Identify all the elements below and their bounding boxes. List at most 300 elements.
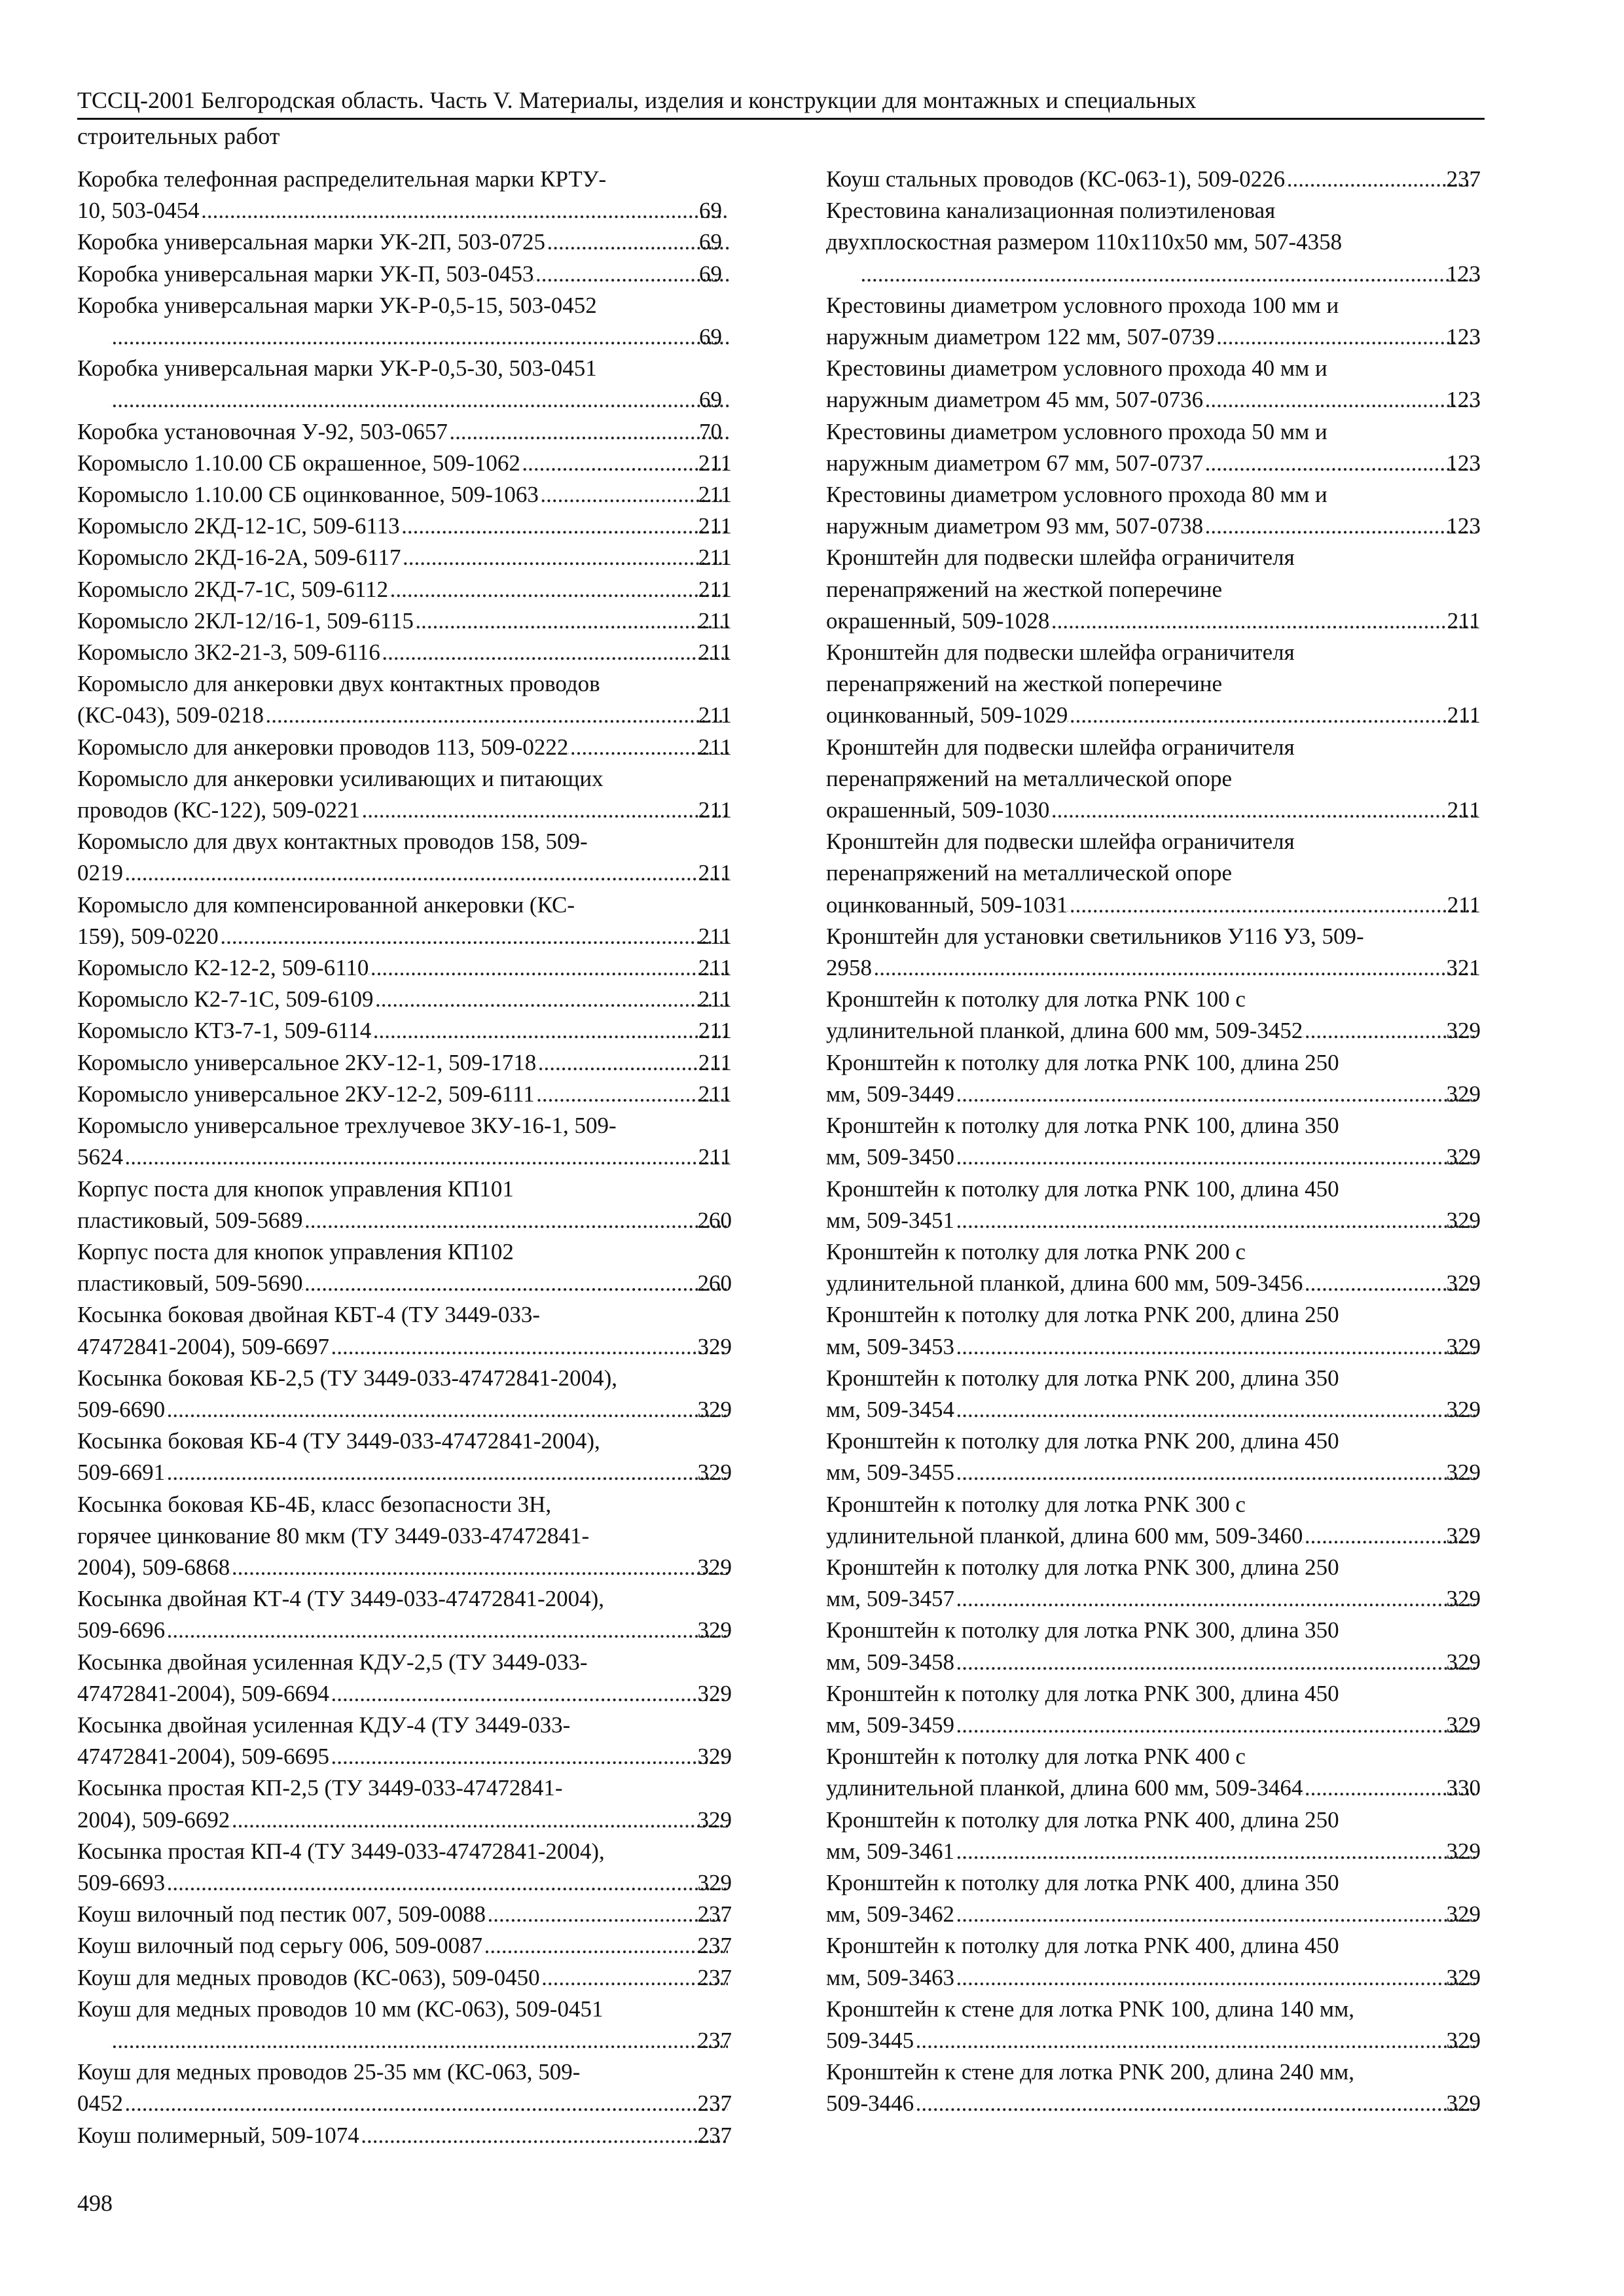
entry-last-line [110, 384, 732, 416]
entry-text: 0452 [77, 2090, 123, 2117]
dot-leader [371, 1015, 729, 1047]
entry-last-line [826, 384, 1481, 416]
dot-leader [954, 1583, 1477, 1615]
entry-last-line [77, 921, 732, 952]
entry-last-line [826, 1899, 1481, 1930]
entry-text: удлинительной планкой, длина 600 мм, 509-3456 [826, 1270, 1303, 1297]
entry-last-line [826, 889, 1481, 921]
index-entry [77, 1994, 732, 2056]
entry-last-line [77, 1205, 732, 1236]
entry-text: Коромысло для анкеровки двух контактных проводов [77, 671, 600, 697]
entry-text: мм, 509-3451 [826, 1207, 954, 1233]
entry-text: 10, 503-0454 [77, 198, 200, 224]
entry-page-ref: 69 [699, 229, 722, 255]
entry-last-line [77, 1867, 732, 1899]
entry-last-line [77, 1962, 732, 1994]
entry-text: Кронштейн к потолку для лотка PNK 200, длина 250 [826, 1302, 1339, 1328]
entry-text: Косынка двойная усиленная КДУ-4 (ТУ 3449-033- [77, 1712, 571, 1738]
entry-last-line [77, 511, 732, 542]
dot-leader [165, 1394, 727, 1426]
entry-text: Коромысло КТЗ-7-1, 509-6114 [77, 1018, 372, 1044]
entry-page-ref: 329 [697, 1554, 732, 1580]
entry-page-ref: 211 [698, 955, 732, 981]
entry-text: Коуш для медных проводов (КС-063), 509-0450 [77, 1964, 540, 1990]
index-entry [826, 542, 1481, 637]
index-entry [77, 668, 732, 731]
entry-page-ref: 69 [699, 324, 722, 350]
entry-last-line [826, 700, 1481, 731]
dot-leader [1215, 321, 1477, 353]
running-header [77, 84, 1485, 152]
dot-leader [954, 1205, 1477, 1236]
entry-text: Косынка боковая двойная КБТ-4 (ТУ 3449-033- [77, 1302, 541, 1328]
entry-page-ref: 211 [698, 1049, 732, 1075]
entry-text: мм, 509-3462 [826, 1901, 954, 1928]
dot-leader [219, 921, 729, 952]
entry-text: Кронштейн к потолку для лотка PNK 400, длина 450 [826, 1933, 1339, 1959]
entry-last-line [826, 1141, 1481, 1173]
entry-text: Косынка двойная КТ-4 (ТУ 3449-033-47472841-2004), [77, 1586, 605, 1612]
entry-page-ref: 237 [697, 2122, 732, 2148]
index-entry [77, 164, 732, 226]
dot-leader [1203, 511, 1476, 542]
entry-text: Кронштейн для подвески шлейфа ограничителя [826, 734, 1295, 760]
entry-text: горячее цинкование 80 мкм (ТУ 3449-033-47472841- [77, 1522, 590, 1549]
entry-last-line [110, 2025, 732, 2056]
entry-text: Коуш для медных проводов 10 мм (КС-063), 509-0451 [77, 1996, 604, 2022]
entry-page-ref: 123 [1446, 324, 1481, 350]
dot-leader [872, 952, 1477, 984]
entry-last-line [77, 195, 732, 226]
entry-text: Коуш стальных проводов (КС-063-1), 509-0226 [826, 166, 1286, 192]
entry-page-ref: 329 [1446, 1081, 1481, 1107]
entry-text: мм, 509-3461 [826, 1838, 954, 1864]
index-entry [77, 1583, 732, 1646]
entry-last-line [77, 1394, 732, 1426]
entry-last-line [77, 2088, 732, 2119]
dot-leader [110, 2025, 728, 2056]
index-entry [826, 353, 1481, 416]
entry-text: Коробка телефонная распределительная марки КРТУ- [77, 166, 607, 192]
entry-text: 509-3446 [826, 2090, 914, 2117]
index-entry [77, 952, 732, 984]
entry-text: пластиковый, 509-5689 [77, 1207, 303, 1233]
index-entry [826, 732, 1481, 827]
entry-last-line [77, 732, 732, 763]
index-entry [77, 1174, 732, 1236]
entry-text: Кронштейн к потолку для лотка PNK 100, длина 450 [826, 1175, 1339, 1202]
dot-leader [1203, 448, 1476, 479]
entry-page-ref: 69 [699, 198, 722, 224]
index-entry [77, 1836, 732, 1899]
entry-text: перенапряжений на жесткой поперечине [826, 671, 1223, 697]
entry-text: 509-6696 [77, 1617, 166, 1643]
entry-text: мм, 509-3459 [826, 1712, 954, 1738]
entry-text: Крестовины диаметром условного прохода 80 мм и [826, 482, 1327, 508]
entry-text: Коромысло универсальное трехлучевое 3КУ-16-1, 509- [77, 1113, 617, 1139]
entry-page-ref: 329 [697, 1460, 732, 1486]
entry-text: двухплоскостная размером 110х110х50 мм, 507-4358 [826, 229, 1343, 255]
entry-last-line [826, 1268, 1481, 1299]
entry-text: 47472841-2004), 509-6694 [77, 1680, 329, 1706]
entry-text: оцинкованный, 509-1029 [826, 702, 1068, 728]
entry-text: окрашенный, 509-1028 [826, 607, 1050, 634]
index-entry [77, 479, 732, 511]
dot-leader [360, 795, 729, 826]
entry-text: Коромысло для анкеровки проводов 113, 509-0222 [77, 734, 569, 760]
entry-text: Коромысло 1.10.00 СБ оцинкованное, 509-1063 [77, 482, 539, 508]
dot-leader [110, 384, 729, 416]
index-entry [77, 1047, 732, 1079]
dot-leader [400, 511, 729, 542]
entry-last-line [77, 1930, 732, 1962]
entry-page-ref: 329 [697, 1869, 732, 1895]
entry-text: Кронштейн к потолку для лотка PNK 100 с [826, 986, 1246, 1013]
entry-text: Коробка универсальная марки УК-2П, 503-0725 [77, 229, 545, 255]
entry-text: мм, 509-3449 [826, 1081, 954, 1107]
dot-leader [200, 195, 729, 226]
entry-text: 509-6691 [77, 1460, 166, 1486]
entry-page-ref: 329 [1446, 1270, 1481, 1297]
index-column-right [826, 164, 1481, 2120]
entry-text: Косынка простая КП-2,5 (ТУ 3449-033-47472841- [77, 1775, 563, 1801]
dot-leader [859, 259, 1477, 290]
entry-text: перенапряжений на металлической опоре [826, 765, 1233, 791]
index-entry [826, 1994, 1481, 2056]
entry-text: Кронштейн для подвески шлейфа ограничителя [826, 545, 1295, 571]
dot-leader [914, 2088, 1476, 2119]
entry-text: Коуш полимерный, 509-1074 [77, 2122, 359, 2148]
index-entry [77, 416, 732, 448]
dot-leader [954, 1079, 1477, 1110]
entry-text: 509-3445 [826, 2027, 914, 2053]
entry-text: Коромысло К2-7-1С, 509-6109 [77, 986, 374, 1013]
entry-text: Кронштейн к потолку для лотка PNK 200, длина 450 [826, 1428, 1339, 1454]
entry-text: Коромысло универсальное 2КУ-12-1, 509-1718 [77, 1049, 537, 1075]
entry-last-line [826, 1647, 1481, 1678]
dot-leader [230, 1804, 727, 1836]
entry-page-ref: 329 [1446, 1460, 1481, 1486]
index-entry [826, 1552, 1481, 1615]
index-entry [77, 637, 732, 668]
entry-text: Кронштейн для подвески шлейфа ограничителя [826, 639, 1295, 666]
entry-text: Крестовина канализационная полиэтиленовая [826, 198, 1276, 224]
entry-page-ref: 211 [698, 797, 732, 823]
entry-text: Косынка боковая КБ-2,5 (ТУ 3449-033-47472841-2004), [77, 1365, 618, 1391]
dot-leader [414, 605, 729, 637]
entry-text: Крестовины диаметром условного прохода 40 мм и [826, 355, 1327, 382]
dot-leader [165, 1867, 727, 1899]
entry-text: Кронштейн к потолку для лотка PNK 300, длина 450 [826, 1680, 1339, 1706]
entry-page-ref: 329 [1446, 1144, 1481, 1170]
entry-page-ref: 211 [698, 923, 732, 949]
entry-page-ref: 329 [697, 1744, 732, 1770]
entry-last-line [826, 2025, 1481, 2056]
entry-last-line [826, 2088, 1481, 2119]
dot-leader [123, 1141, 729, 1173]
index-entry [77, 290, 732, 353]
entry-text: Коробка установочная У-92, 503-0657 [77, 418, 448, 444]
index-entry [77, 1899, 732, 1930]
entry-text: Кронштейн к стене для лотка PNK 100, длина 140 мм, [826, 1996, 1354, 2022]
entry-text: Кронштейн к стене для лотка PNK 200, длина 240 мм, [826, 2059, 1354, 2085]
entry-text: проводов (КС-122), 509-0221 [77, 797, 361, 823]
entry-last-line [77, 1678, 732, 1710]
entry-page-ref: 329 [1446, 1964, 1481, 1990]
dot-leader [954, 1899, 1477, 1930]
entry-last-line [77, 795, 732, 826]
entry-last-line [826, 1836, 1481, 1867]
entry-last-line [77, 1047, 732, 1079]
entry-text: наружным диаметром 93 мм, 507-0738 [826, 513, 1204, 539]
entry-last-line [826, 1394, 1481, 1426]
entry-last-line [77, 259, 732, 290]
entry-text: Коробка универсальная марки УК-Р-0,5-30, 503-0451 [77, 355, 597, 382]
entry-page-ref: 329 [697, 1680, 732, 1706]
dot-leader [486, 1899, 727, 1930]
entry-last-line [77, 1079, 732, 1110]
index-entry [77, 605, 732, 637]
index-entry [826, 290, 1481, 353]
entry-text: Корпус поста для кнопок управления КП102 [77, 1238, 514, 1265]
entry-page-ref: 211 [1447, 891, 1481, 918]
dot-leader [482, 1930, 727, 1962]
dot-leader [329, 1741, 728, 1772]
entry-page-ref: 329 [697, 1396, 732, 1422]
index-entry [77, 1015, 732, 1047]
entry-page-ref: 211 [698, 1081, 732, 1107]
entry-text: мм, 509-3450 [826, 1144, 954, 1170]
entry-text: наружным диаметром 45 мм, 507-0736 [826, 387, 1204, 413]
entry-page-ref: 237 [697, 2090, 732, 2117]
entry-page-ref: 211 [1447, 607, 1481, 634]
index-entry [77, 1426, 732, 1488]
entry-page-ref: 211 [1447, 702, 1481, 728]
index-entry [826, 1867, 1481, 1930]
entry-text: 2004), 509-6692 [77, 1806, 230, 1833]
entry-text: Корпус поста для кнопок управления КП101 [77, 1175, 514, 1202]
entry-last-line [859, 259, 1481, 290]
entry-text: 509-6693 [77, 1869, 166, 1895]
entry-page-ref: 329 [1446, 1901, 1481, 1928]
entry-page-ref: 211 [1447, 797, 1481, 823]
header-title: ТССЦ-2001 Белгородская область. Часть V. Материалы, изделия и конструкции для монтажных и специальных [77, 87, 1197, 113]
entry-text: Коромысло 2КД-7-1С, 509-6112 [77, 576, 389, 602]
entry-page-ref: 211 [698, 607, 732, 634]
entry-last-line [826, 1205, 1481, 1236]
entry-text: Косынка боковая КБ-4 (ТУ 3449-033-47472841-2004), [77, 1428, 600, 1454]
entry-page-ref: 211 [698, 702, 732, 728]
index-entry [77, 1363, 732, 1426]
entry-last-line [77, 416, 732, 448]
entry-page-ref: 211 [698, 576, 732, 602]
index-entry [826, 416, 1481, 479]
dot-leader [123, 857, 729, 889]
index-entry [826, 1236, 1481, 1299]
dot-leader [954, 1394, 1477, 1426]
entry-page-ref: 237 [697, 1933, 732, 1959]
entry-page-ref: 330 [1446, 1775, 1481, 1801]
entry-last-line [826, 1331, 1481, 1363]
dot-leader [954, 1836, 1477, 1867]
entry-last-line [77, 1268, 732, 1299]
entry-text: оцинкованный, 509-1031 [826, 891, 1068, 918]
dot-leader [1068, 889, 1477, 921]
entry-page-ref: 321 [1446, 955, 1481, 981]
entry-page-ref: 123 [1446, 387, 1481, 413]
entry-last-line [826, 1710, 1481, 1741]
entry-last-line [826, 1962, 1481, 1994]
entry-last-line [77, 226, 732, 258]
index-entry [826, 195, 1481, 290]
index-entry [826, 1363, 1481, 1426]
index-entry [826, 479, 1481, 542]
entry-last-line [77, 1899, 732, 1930]
entry-text: Кронштейн к потолку для лотка PNK 400, длина 250 [826, 1806, 1339, 1833]
entry-last-line [826, 164, 1481, 195]
index-entry [826, 1174, 1481, 1236]
entry-last-line [77, 1741, 732, 1772]
entry-page-ref: 211 [698, 1018, 732, 1044]
entry-last-line [77, 700, 732, 731]
index-entry [77, 448, 732, 479]
entry-text: Коуш вилочный под пестик 007, 509-0088 [77, 1901, 486, 1928]
entry-last-line [826, 952, 1481, 984]
dot-leader [401, 542, 729, 573]
index-entry [826, 1426, 1481, 1488]
index-entry [826, 1489, 1481, 1552]
index-entry [77, 826, 732, 889]
index-entry [77, 226, 732, 258]
dot-leader [954, 1457, 1477, 1488]
entry-text: Коуш вилочный под серьгу 006, 509-0087 [77, 1933, 483, 1959]
entry-last-line [826, 511, 1481, 542]
entry-page-ref: 329 [1446, 2090, 1481, 2117]
entry-last-line [826, 1457, 1481, 1488]
entry-last-line [77, 952, 732, 984]
entry-text: Кронштейн к потолку для лотка PNK 400 с [826, 1744, 1246, 1770]
entry-text: (КС-043), 509-0218 [77, 702, 264, 728]
entry-last-line [826, 1520, 1481, 1552]
dot-leader [1049, 795, 1477, 826]
entry-page-ref: 211 [698, 860, 732, 886]
entry-last-line [77, 448, 732, 479]
dot-leader [302, 1205, 727, 1236]
dot-leader [954, 1710, 1477, 1741]
entry-page-ref: 237 [697, 1901, 732, 1928]
index-entry [77, 574, 732, 605]
entry-text: Кронштейн к потолку для лотка PNK 100, длина 250 [826, 1049, 1339, 1075]
index-entry [77, 1930, 732, 1962]
index-entry [826, 921, 1481, 984]
entry-page-ref: 329 [1446, 1586, 1481, 1612]
entry-text: Коробка универсальная марки УК-П, 503-0453 [77, 260, 534, 287]
index-entry [826, 984, 1481, 1047]
index-entry [77, 1236, 732, 1299]
dot-leader [359, 2120, 728, 2151]
index-entry [826, 1299, 1481, 1362]
entry-page-ref: 211 [698, 1144, 732, 1170]
header-subtitle: строительных работ [77, 123, 280, 149]
entry-text: удлинительной планкой, длина 600 мм, 509-3460 [826, 1522, 1303, 1549]
index-entry [77, 732, 732, 763]
entry-text: удлинительной планкой, длина 600 мм, 509-3452 [826, 1018, 1303, 1044]
entry-text: Коробка универсальная марки УК-Р-0,5-15, 503-0452 [77, 292, 597, 318]
index-entry [826, 1110, 1481, 1173]
entry-page-ref: 329 [697, 1333, 732, 1359]
entry-text: мм, 509-3463 [826, 1964, 954, 1990]
entry-page-ref: 329 [697, 1617, 732, 1643]
entry-text: Крестовины диаметром условного прохода 100 мм и [826, 292, 1339, 318]
index-entry [826, 1741, 1481, 1804]
dot-leader [369, 952, 728, 984]
entry-page-ref: 123 [1446, 260, 1481, 287]
entry-last-line [826, 1583, 1481, 1615]
dot-leader [1068, 700, 1477, 731]
entry-page-ref: 69 [699, 260, 722, 287]
dot-leader [110, 321, 729, 353]
entry-text: Кронштейн к потолку для лотка PNK 300, длина 350 [826, 1617, 1339, 1643]
entry-page-ref: 211 [698, 639, 732, 666]
entry-text: мм, 509-3454 [826, 1396, 954, 1422]
index-entry [77, 1079, 732, 1110]
entry-page-ref: 329 [1446, 1712, 1481, 1738]
dot-leader [264, 700, 729, 731]
entry-page-ref: 237 [697, 2027, 732, 2053]
index-entry [77, 1647, 732, 1710]
entry-page-ref: 211 [698, 545, 732, 571]
entry-text: 159), 509-0220 [77, 923, 219, 949]
entry-text: Коромысло 2КД-12-1С, 509-6113 [77, 513, 400, 539]
entry-text: Крестовины диаметром условного прохода 50 мм и [826, 418, 1327, 444]
entry-text: Кронштейн к потолку для лотка PNK 200, длина 350 [826, 1365, 1339, 1391]
index-entry [826, 1804, 1481, 1867]
entry-page-ref: 329 [1446, 1838, 1481, 1864]
index-entry [77, 511, 732, 542]
entry-page-ref: 69 [699, 387, 722, 413]
entry-last-line [826, 321, 1481, 353]
dot-leader [165, 1457, 727, 1488]
entry-last-line [826, 1015, 1481, 1047]
entry-text: Коромысло универсальное 2КУ-12-2, 509-6111 [77, 1081, 535, 1107]
dot-leader [380, 637, 729, 668]
dot-leader [954, 1331, 1477, 1363]
entry-text: Кронштейн к потолку для лотка PNK 100, длина 350 [826, 1113, 1339, 1139]
index-entry [77, 763, 732, 826]
entry-page-ref: 329 [1446, 1018, 1481, 1044]
entry-text: Коромысло К2-12-2, 509-6110 [77, 955, 369, 981]
dot-leader [1203, 384, 1476, 416]
index-entry [77, 353, 732, 416]
index-column-left [77, 164, 732, 2151]
entry-last-line [77, 605, 732, 637]
entry-page-ref: 329 [1446, 1207, 1481, 1233]
entry-last-line [77, 1457, 732, 1488]
entry-text: 0219 [77, 860, 123, 886]
dot-leader [954, 1141, 1477, 1173]
index-entry [77, 889, 732, 952]
dot-leader [165, 1615, 727, 1646]
entry-last-line [77, 1331, 732, 1363]
entry-text: Коромысло для двух контактных проводов 158, 509- [77, 829, 588, 855]
entry-page-ref: 329 [1446, 1522, 1481, 1549]
entry-text: пластиковый, 509-5690 [77, 1270, 303, 1297]
index-entry [77, 1962, 732, 1994]
entry-last-line [77, 1141, 732, 1173]
entry-page-ref: 260 [697, 1270, 732, 1297]
page-number: 498 [77, 2190, 113, 2216]
entry-text: Коромысло для компенсированной анкеровки (КС- [77, 891, 575, 918]
